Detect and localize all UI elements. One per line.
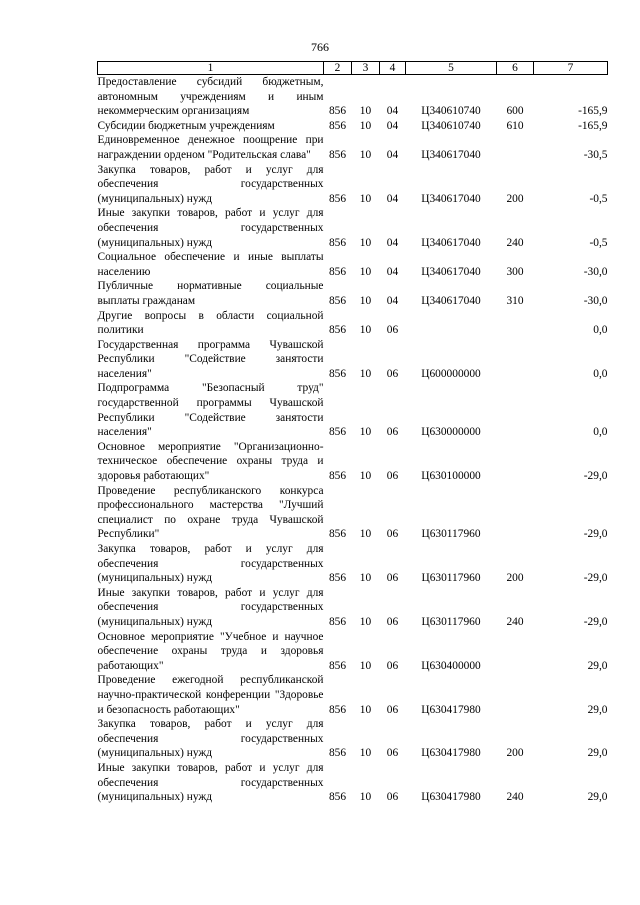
row-ministry-code: 856 [328,324,347,337]
row-section-code: 10 [359,192,372,205]
row-target-article: Ц340617040 [421,236,481,249]
row-ministry-code: 856 [328,426,347,439]
row-name: Основное мероприятие "Учебное и научное обеспечение охраны труда и здоровья работающих" [97,630,324,672]
table-body [98,75,608,805]
row-name: Закупка товаров, работ и услуг для обеспечения государственных (муниципальных) нужд [97,718,324,760]
row-target-article: Ц630117960 [421,572,481,585]
row-amount: -0,5 [589,192,608,205]
row-ministry-code: 856 [328,659,347,672]
row-amount: 29,0 [587,791,608,804]
row-expense-type: 240 [506,615,524,628]
row-expense-type [497,338,534,382]
row-ministry-code: 856 [328,265,347,278]
row-name: Закупка товаров, работ и услуг для обеспечения государственных (муниципальных) нужд [97,163,324,205]
table-row [98,630,608,674]
row-section-code: 10 [359,703,372,716]
budget-table [97,61,608,805]
table-row [98,279,608,308]
row-ministry-code: 856 [328,192,347,205]
row-amount: 29,0 [587,703,608,716]
table-row [98,119,608,134]
row-subsection-code: 04 [386,105,399,118]
row-section-code: 10 [359,324,372,337]
row-subsection-code: 06 [386,747,399,760]
row-name: Иные закупки товаров, работ и услуг для обеспечения государственных (муниципальных) нужд [97,761,324,804]
row-target-article: Ц340617040 [421,294,481,307]
row-section-code: 10 [359,791,372,804]
table-row [98,717,608,761]
row-ministry-code: 856 [328,119,347,132]
row-target-article: Ц630417980 [421,703,481,716]
row-subsection-code: 06 [386,791,399,804]
row-subsection-code: 06 [386,324,399,337]
row-subsection-code: 06 [386,659,399,672]
row-name: Подпрограмма "Безопасный труд" государственной программы Чувашской Республики "Содействие занятости населения" [97,382,324,439]
row-amount: -29,0 [583,528,608,541]
row-target-article: Ц340617040 [421,148,481,161]
row-section-code: 10 [359,294,372,307]
table-row [98,586,608,630]
row-subsection-code: 04 [386,119,399,132]
table-row [98,381,608,439]
table-row [98,542,608,586]
row-amount: -29,0 [583,572,608,585]
row-name: Субсидии бюджетным учреждениям [97,119,275,132]
row-target-article: Ц340617040 [421,192,481,205]
table-row [98,484,608,542]
row-expense-type: 240 [506,791,524,804]
row-ministry-code: 856 [328,294,347,307]
row-name: Иные закупки товаров, работ и услуг для обеспечения государственных (муниципальных) нужд [97,586,324,628]
table-row [98,338,608,382]
row-subsection-code: 06 [386,426,399,439]
table-row [98,206,608,250]
row-expense-type: 200 [506,572,524,585]
row-name: Проведение республиканского конкурса профессионального мастерства "Лучший специалист по охране труда Чувашской Республики" [97,484,324,541]
row-target-article: Ц630117960 [421,528,481,541]
header-col-1: 1 [98,62,324,75]
row-amount: 0,0 [593,426,608,439]
table-row [98,75,608,119]
row-expense-type [497,630,534,674]
row-subsection-code: 06 [386,615,399,628]
row-amount: -30,0 [583,265,608,278]
row-target-article: Ц630000000 [421,426,481,439]
row-expense-type: 610 [506,119,524,132]
row-expense-type: 600 [506,105,524,118]
page-number: 766 [311,40,329,54]
row-ministry-code: 856 [328,105,347,118]
row-name: Государственная программа Чувашской Республики "Содействие занятости населения" [97,338,324,380]
header-row [98,62,608,75]
row-ministry-code: 856 [328,747,347,760]
row-target-article: Ц630417980 [421,791,481,804]
row-section-code: 10 [359,236,372,249]
row-target-article: Ц600000000 [421,367,481,380]
table-row [98,761,608,805]
table-header [98,62,608,75]
row-subsection-code: 06 [386,367,399,380]
row-section-code: 10 [359,572,372,585]
row-name: Публичные нормативные социальные выплаты гражданам [97,280,324,307]
header-col-3: 3 [352,62,380,75]
row-ministry-code: 856 [328,791,347,804]
row-subsection-code: 06 [386,572,399,585]
row-target-article: Ц630400000 [421,659,481,672]
row-amount: 29,0 [587,747,608,760]
row-target-article: Ц630100000 [421,470,481,483]
row-subsection-code: 04 [386,265,399,278]
row-expense-type: 200 [506,747,524,760]
row-subsection-code: 06 [386,703,399,716]
row-subsection-code: 04 [386,294,399,307]
row-expense-type [497,673,534,717]
row-subsection-code: 04 [386,236,399,249]
row-expense-type [497,440,534,484]
row-name: Предоставление субсидий бюджетным, автономным учреждениям и иным некоммерческим организациям [97,76,324,118]
header-col-7: 7 [534,62,608,75]
row-expense-type [497,484,534,542]
row-expense-type: 300 [506,265,524,278]
row-section-code: 10 [359,615,372,628]
row-target-article: Ц630417980 [421,747,481,760]
row-amount: -29,0 [583,615,608,628]
row-ministry-code: 856 [328,367,347,380]
row-section-code: 10 [359,470,372,483]
row-ministry-code: 856 [328,148,347,161]
row-section-code: 10 [359,659,372,672]
row-section-code: 10 [359,747,372,760]
row-subsection-code: 06 [386,470,399,483]
header-col-6: 6 [497,62,534,75]
row-subsection-code: 06 [386,528,399,541]
row-amount: 29,0 [587,659,608,672]
row-amount: 0,0 [593,367,608,380]
row-ministry-code: 856 [328,470,347,483]
row-expense-type [497,381,534,439]
row-amount: -165,9 [578,119,608,132]
row-name: Другие вопросы в области социальной политики [97,309,324,337]
row-name: Иные закупки товаров, работ и услуг для обеспечения государственных (муниципальных) нужд [97,207,324,249]
row-name: Социальное обеспечение и иные выплаты населению [97,251,324,278]
row-section-code: 10 [359,105,372,118]
row-amount: -30,5 [583,148,608,161]
row-section-code: 10 [359,426,372,439]
row-ministry-code: 856 [328,572,347,585]
row-section-code: 10 [359,528,372,541]
row-section-code: 10 [359,148,372,161]
row-amount: 0,0 [593,324,608,337]
table-row [98,133,608,162]
row-name: Закупка товаров, работ и услуг для обеспечения государственных (муниципальных) нужд [97,543,324,585]
row-target-article [406,309,497,338]
row-amount: -0,5 [589,236,608,249]
row-target-article: Ц630117960 [421,615,481,628]
row-amount: -165,9 [578,105,608,118]
row-name: Основное мероприятие "Организационно-техническое обеспечение охраны труда и здоровья работающих" [97,440,324,483]
row-target-article: Ц340610740 [421,105,481,118]
row-expense-type [497,133,534,162]
header-col-2: 2 [324,62,352,75]
table-row [98,163,608,207]
row-subsection-code: 04 [386,148,399,161]
row-expense-type [497,309,534,338]
table-row [98,250,608,279]
table-row [98,673,608,717]
header-col-4: 4 [380,62,406,75]
row-section-code: 10 [359,119,372,132]
row-section-code: 10 [359,265,372,278]
row-subsection-code: 04 [386,192,399,205]
row-expense-type: 240 [506,236,524,249]
row-amount: -30,0 [583,294,608,307]
row-expense-type: 310 [506,294,524,307]
row-name: Единовременное денежное поощрение при награждении орденом "Родительская слава" [97,134,324,161]
row-target-article: Ц340610740 [421,119,481,132]
row-amount: -29,0 [583,470,608,483]
row-ministry-code: 856 [328,528,347,541]
table-row [98,309,608,338]
row-target-article: Ц340617040 [421,265,481,278]
row-name: Проведение ежегодной республиканской научно-практической конференции "Здоровье и безопасность работающих" [97,674,324,716]
row-ministry-code: 856 [328,236,347,249]
header-col-5: 5 [406,62,497,75]
row-expense-type: 200 [506,192,524,205]
row-ministry-code: 856 [328,615,347,628]
row-ministry-code: 856 [328,703,347,716]
row-section-code: 10 [359,367,372,380]
table-row [98,440,608,484]
